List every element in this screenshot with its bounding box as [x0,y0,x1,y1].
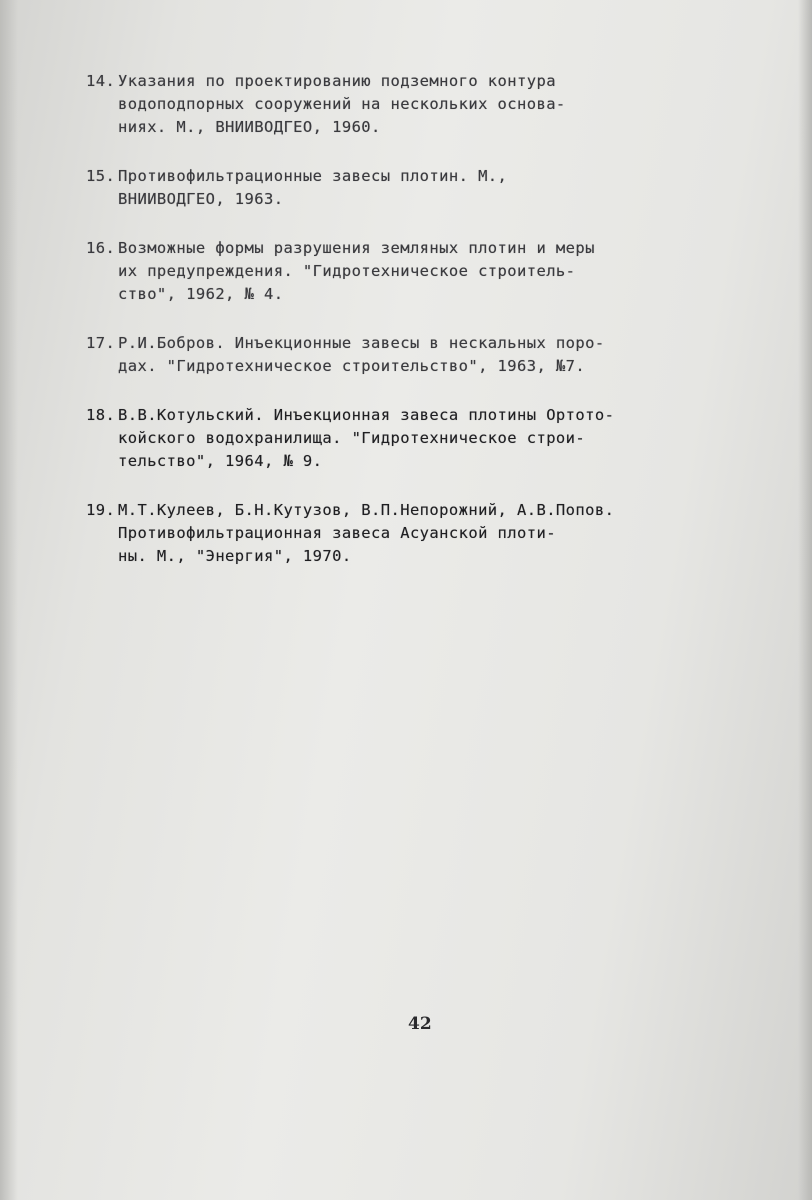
reference-list [86,70,766,594]
reference-text: Возможные формы разрушения земляных плотин и меры их предупреждения. "Гидротехническое строитель- ство", 1962, № 4. [118,239,595,303]
reference-item [86,165,766,211]
reference-text: Противофильтрационные завесы плотин. М., ВНИИВОДГЕО, 1963. [118,167,508,208]
reference-text: Р.И.Бобров. Инъекционные завесы в нескальных поро- дах. "Гидротехническое строительство", 1963, №7. [118,334,605,375]
reference-text: В.В.Котульский. Инъекционная завеса плотины Ортото- койского водохранилища. "Гидротехническое строи- тельство", 1964, № 9. [118,406,615,470]
reference-number: 19. [86,501,116,519]
reference-number: 15. [86,167,116,185]
reference-item [86,237,766,306]
reference-item [86,332,766,378]
reference-item [86,499,766,568]
reference-item [86,70,766,139]
reference-number: 18. [86,406,116,424]
reference-text: Указания по проектированию подземного контура водоподпорных сооружений на нескольких основа- ниях. М., ВНИИВОДГЕО, 1960. [118,72,566,136]
reference-text: М.Т.Кулеев, Б.Н.Кутузов, В.П.Непорожний, А.В.Попов. Противофильтрационная завеса Асуанской плоти- ны. М., "Энергия", 1970. [118,501,615,565]
page-number: 42 [408,1014,432,1034]
reference-number: 14. [86,72,116,90]
reference-number: 17. [86,334,116,352]
reference-item [86,404,766,473]
reference-number: 16. [86,239,116,257]
